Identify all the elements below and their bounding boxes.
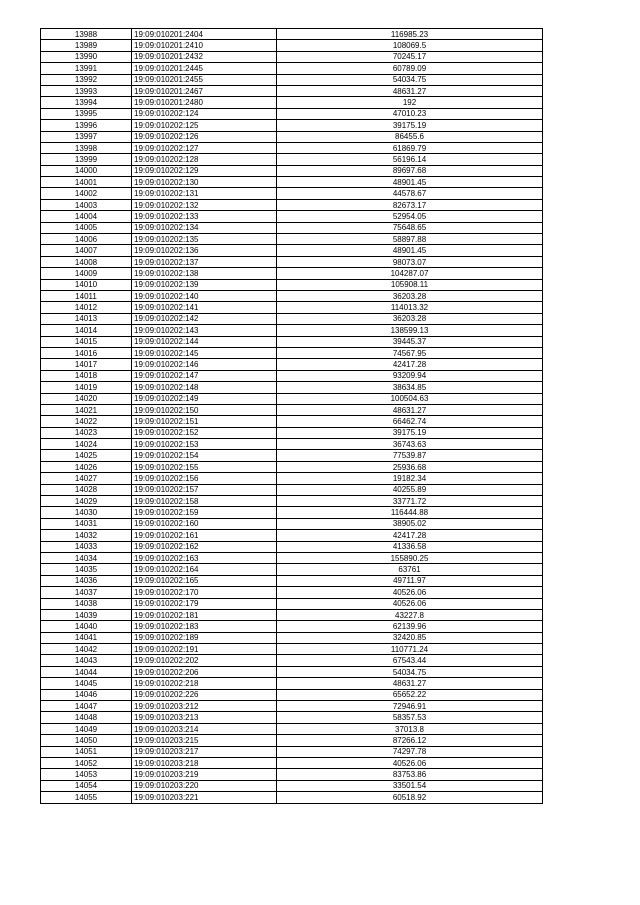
cadastral-number-cell: 19:09:010202:137 xyxy=(132,256,277,267)
table-row xyxy=(41,598,543,609)
cadastral-number-cell: 19:09:010202:131 xyxy=(132,188,277,199)
value-cell: 33771.72 xyxy=(277,496,543,507)
value-cell: 138599.13 xyxy=(277,325,543,336)
data-table xyxy=(40,28,543,804)
value-cell: 75648.65 xyxy=(277,222,543,233)
row-number-cell: 14006 xyxy=(41,234,132,245)
table-row xyxy=(41,461,543,472)
value-cell: 100504.63 xyxy=(277,393,543,404)
row-number-cell: 14051 xyxy=(41,746,132,757)
cadastral-number-cell: 19:09:010202:134 xyxy=(132,222,277,233)
cadastral-number-cell: 19:09:010201:2410 xyxy=(132,40,277,51)
table-row xyxy=(41,450,543,461)
cadastral-number-cell: 19:09:010202:206 xyxy=(132,666,277,677)
table-body xyxy=(41,29,543,804)
table-row xyxy=(41,666,543,677)
row-number-cell: 14055 xyxy=(41,792,132,803)
row-number-cell: 13994 xyxy=(41,97,132,108)
value-cell: 93209.94 xyxy=(277,370,543,381)
cadastral-number-cell: 19:09:010202:164 xyxy=(132,564,277,575)
table-row xyxy=(41,131,543,142)
value-cell: 39445.37 xyxy=(277,336,543,347)
cadastral-number-cell: 19:09:010202:128 xyxy=(132,154,277,165)
row-number-cell: 14030 xyxy=(41,507,132,518)
value-cell: 43227.8 xyxy=(277,609,543,620)
value-cell: 62139.96 xyxy=(277,621,543,632)
table-row xyxy=(41,188,543,199)
table-row xyxy=(41,256,543,267)
value-cell: 114013.32 xyxy=(277,302,543,313)
value-cell: 48901.45 xyxy=(277,177,543,188)
table-row xyxy=(41,609,543,620)
table-row xyxy=(41,507,543,518)
value-cell: 110771.24 xyxy=(277,644,543,655)
table-row xyxy=(41,552,543,563)
row-number-cell: 14033 xyxy=(41,541,132,552)
value-cell: 67543.44 xyxy=(277,655,543,666)
table-row xyxy=(41,142,543,153)
table-row xyxy=(41,473,543,484)
cadastral-number-cell: 19:09:010202:183 xyxy=(132,621,277,632)
value-cell: 116985.23 xyxy=(277,29,543,40)
row-number-cell: 13997 xyxy=(41,131,132,142)
cadastral-number-cell: 19:09:010202:148 xyxy=(132,382,277,393)
table-row xyxy=(41,177,543,188)
cadastral-number-cell: 19:09:010202:140 xyxy=(132,290,277,301)
cadastral-number-cell: 19:09:010202:160 xyxy=(132,518,277,529)
cadastral-number-cell: 19:09:010202:142 xyxy=(132,313,277,324)
table-row xyxy=(41,644,543,655)
row-number-cell: 14013 xyxy=(41,313,132,324)
row-number-cell: 13999 xyxy=(41,154,132,165)
table-row xyxy=(41,313,543,324)
table-row xyxy=(41,40,543,51)
value-cell: 58357.53 xyxy=(277,712,543,723)
table-row xyxy=(41,290,543,301)
table-row xyxy=(41,678,543,689)
cadastral-number-cell: 19:09:010203:219 xyxy=(132,769,277,780)
table-row xyxy=(41,359,543,370)
row-number-cell: 13991 xyxy=(41,63,132,74)
table-row xyxy=(41,302,543,313)
value-cell: 60518.92 xyxy=(277,792,543,803)
cadastral-number-cell: 19:09:010202:181 xyxy=(132,609,277,620)
table-row xyxy=(41,758,543,769)
value-cell: 40526.06 xyxy=(277,758,543,769)
cadastral-number-cell: 19:09:010201:2404 xyxy=(132,29,277,40)
value-cell: 40526.06 xyxy=(277,587,543,598)
table-row xyxy=(41,404,543,415)
cadastral-number-cell: 19:09:010202:202 xyxy=(132,655,277,666)
value-cell: 39175.19 xyxy=(277,120,543,131)
cadastral-number-cell: 19:09:010202:154 xyxy=(132,450,277,461)
row-number-cell: 14053 xyxy=(41,769,132,780)
row-number-cell: 13990 xyxy=(41,51,132,62)
value-cell: 37013.8 xyxy=(277,723,543,734)
cadastral-number-cell: 19:09:010202:157 xyxy=(132,484,277,495)
table-row xyxy=(41,165,543,176)
cadastral-number-cell: 19:09:010202:162 xyxy=(132,541,277,552)
row-number-cell: 14007 xyxy=(41,245,132,256)
value-cell: 48631.27 xyxy=(277,85,543,96)
value-cell: 48631.27 xyxy=(277,404,543,415)
cadastral-number-cell: 19:09:010201:2445 xyxy=(132,63,277,74)
row-number-cell: 14049 xyxy=(41,723,132,734)
row-number-cell: 14000 xyxy=(41,165,132,176)
row-number-cell: 14003 xyxy=(41,199,132,210)
row-number-cell: 14043 xyxy=(41,655,132,666)
value-cell: 58897.88 xyxy=(277,234,543,245)
value-cell: 87266.12 xyxy=(277,735,543,746)
row-number-cell: 14020 xyxy=(41,393,132,404)
row-number-cell: 14022 xyxy=(41,416,132,427)
value-cell: 25936.68 xyxy=(277,461,543,472)
row-number-cell: 13993 xyxy=(41,85,132,96)
table-row xyxy=(41,769,543,780)
row-number-cell: 14037 xyxy=(41,587,132,598)
row-number-cell: 14025 xyxy=(41,450,132,461)
cadastral-number-cell: 19:09:010202:149 xyxy=(132,393,277,404)
value-cell: 63761 xyxy=(277,564,543,575)
value-cell: 70245.17 xyxy=(277,51,543,62)
table-row xyxy=(41,74,543,85)
value-cell: 39175.19 xyxy=(277,427,543,438)
cadastral-number-cell: 19:09:010202:133 xyxy=(132,211,277,222)
cadastral-number-cell: 19:09:010202:179 xyxy=(132,598,277,609)
table-row xyxy=(41,393,543,404)
row-number-cell: 13989 xyxy=(41,40,132,51)
row-number-cell: 14017 xyxy=(41,359,132,370)
table-row xyxy=(41,427,543,438)
row-number-cell: 14040 xyxy=(41,621,132,632)
row-number-cell: 14052 xyxy=(41,758,132,769)
cadastral-number-cell: 19:09:010202:135 xyxy=(132,234,277,245)
table-row xyxy=(41,575,543,586)
table-row xyxy=(41,496,543,507)
table-row xyxy=(41,712,543,723)
value-cell: 54034.75 xyxy=(277,666,543,677)
row-number-cell: 14046 xyxy=(41,689,132,700)
table-row xyxy=(41,701,543,712)
table-row xyxy=(41,347,543,358)
row-number-cell: 14028 xyxy=(41,484,132,495)
cadastral-number-cell: 19:09:010203:213 xyxy=(132,712,277,723)
table-row xyxy=(41,120,543,131)
row-number-cell: 14031 xyxy=(41,518,132,529)
table-row xyxy=(41,587,543,598)
row-number-cell: 14026 xyxy=(41,461,132,472)
table-row xyxy=(41,85,543,96)
row-number-cell: 13998 xyxy=(41,142,132,153)
row-number-cell: 13995 xyxy=(41,108,132,119)
table-row xyxy=(41,621,543,632)
cadastral-number-cell: 19:09:010202:189 xyxy=(132,632,277,643)
value-cell: 38634.85 xyxy=(277,382,543,393)
cadastral-number-cell: 19:09:010202:161 xyxy=(132,530,277,541)
value-cell: 155890.25 xyxy=(277,552,543,563)
cadastral-number-cell: 19:09:010202:150 xyxy=(132,404,277,415)
row-number-cell: 14012 xyxy=(41,302,132,313)
value-cell: 41336.58 xyxy=(277,541,543,552)
value-cell: 42417.28 xyxy=(277,359,543,370)
cadastral-number-cell: 19:09:010202:159 xyxy=(132,507,277,518)
value-cell: 54034.75 xyxy=(277,74,543,85)
cadastral-number-cell: 19:09:010202:155 xyxy=(132,461,277,472)
row-number-cell: 14045 xyxy=(41,678,132,689)
table-row xyxy=(41,530,543,541)
cadastral-number-cell: 19:09:010202:151 xyxy=(132,416,277,427)
value-cell: 72946.91 xyxy=(277,701,543,712)
cadastral-number-cell: 19:09:010201:2455 xyxy=(132,74,277,85)
value-cell: 40255.89 xyxy=(277,484,543,495)
row-number-cell: 14035 xyxy=(41,564,132,575)
value-cell: 108069.5 xyxy=(277,40,543,51)
cadastral-number-cell: 19:09:010203:214 xyxy=(132,723,277,734)
cadastral-number-cell: 19:09:010202:145 xyxy=(132,347,277,358)
row-number-cell: 14048 xyxy=(41,712,132,723)
value-cell: 47010.23 xyxy=(277,108,543,119)
cadastral-number-cell: 19:09:010202:139 xyxy=(132,279,277,290)
value-cell: 89697.68 xyxy=(277,165,543,176)
value-cell: 83753.86 xyxy=(277,769,543,780)
cadastral-number-cell: 19:09:010202:152 xyxy=(132,427,277,438)
cadastral-number-cell: 19:09:010203:212 xyxy=(132,701,277,712)
value-cell: 116444.88 xyxy=(277,507,543,518)
value-cell: 52954.05 xyxy=(277,211,543,222)
table-row xyxy=(41,108,543,119)
cadastral-number-cell: 19:09:010201:2432 xyxy=(132,51,277,62)
row-number-cell: 14023 xyxy=(41,427,132,438)
row-number-cell: 14010 xyxy=(41,279,132,290)
cadastral-number-cell: 19:09:010202:130 xyxy=(132,177,277,188)
cadastral-number-cell: 19:09:010202:226 xyxy=(132,689,277,700)
table-row xyxy=(41,211,543,222)
table-row xyxy=(41,279,543,290)
row-number-cell: 13996 xyxy=(41,120,132,131)
row-number-cell: 14029 xyxy=(41,496,132,507)
cadastral-number-cell: 19:09:010202:170 xyxy=(132,587,277,598)
value-cell: 77539.87 xyxy=(277,450,543,461)
table-row xyxy=(41,382,543,393)
table-row xyxy=(41,199,543,210)
table-row xyxy=(41,746,543,757)
row-number-cell: 14001 xyxy=(41,177,132,188)
row-number-cell: 14039 xyxy=(41,609,132,620)
row-number-cell: 14050 xyxy=(41,735,132,746)
value-cell: 56196.14 xyxy=(277,154,543,165)
value-cell: 36203.28 xyxy=(277,313,543,324)
row-number-cell: 14047 xyxy=(41,701,132,712)
cadastral-number-cell: 19:09:010202:156 xyxy=(132,473,277,484)
row-number-cell: 14036 xyxy=(41,575,132,586)
table-row xyxy=(41,541,543,552)
value-cell: 65652.22 xyxy=(277,689,543,700)
table-row xyxy=(41,370,543,381)
cadastral-number-cell: 19:09:010202:143 xyxy=(132,325,277,336)
cadastral-number-cell: 19:09:010202:125 xyxy=(132,120,277,131)
value-cell: 48631.27 xyxy=(277,678,543,689)
row-number-cell: 14008 xyxy=(41,256,132,267)
value-cell: 36203.28 xyxy=(277,290,543,301)
value-cell: 74567.95 xyxy=(277,347,543,358)
value-cell: 48901.45 xyxy=(277,245,543,256)
row-number-cell: 14034 xyxy=(41,552,132,563)
cadastral-number-cell: 19:09:010201:2467 xyxy=(132,85,277,96)
value-cell: 60789.09 xyxy=(277,63,543,74)
cadastral-number-cell: 19:09:010202:129 xyxy=(132,165,277,176)
cadastral-number-cell: 19:09:010203:221 xyxy=(132,792,277,803)
table-row xyxy=(41,792,543,803)
row-number-cell: 13988 xyxy=(41,29,132,40)
table-row xyxy=(41,222,543,233)
table-row xyxy=(41,325,543,336)
table-row xyxy=(41,723,543,734)
table-row xyxy=(41,416,543,427)
value-cell: 74297.78 xyxy=(277,746,543,757)
table-row xyxy=(41,51,543,62)
value-cell: 32420.85 xyxy=(277,632,543,643)
cadastral-number-cell: 19:09:010202:191 xyxy=(132,644,277,655)
value-cell: 98073.07 xyxy=(277,256,543,267)
table-row xyxy=(41,780,543,791)
table-row xyxy=(41,268,543,279)
value-cell: 86455.6 xyxy=(277,131,543,142)
table-row xyxy=(41,245,543,256)
cadastral-number-cell: 19:09:010203:218 xyxy=(132,758,277,769)
row-number-cell: 14005 xyxy=(41,222,132,233)
value-cell: 49711.97 xyxy=(277,575,543,586)
value-cell: 19182.34 xyxy=(277,473,543,484)
cadastral-number-cell: 19:09:010202:124 xyxy=(132,108,277,119)
cadastral-number-cell: 19:09:010203:217 xyxy=(132,746,277,757)
value-cell: 38905.02 xyxy=(277,518,543,529)
table-row xyxy=(41,439,543,450)
value-cell: 44578.67 xyxy=(277,188,543,199)
value-cell: 36743.63 xyxy=(277,439,543,450)
row-number-cell: 14014 xyxy=(41,325,132,336)
cadastral-number-cell: 19:09:010203:220 xyxy=(132,780,277,791)
table-row xyxy=(41,336,543,347)
cadastral-number-cell: 19:09:010202:144 xyxy=(132,336,277,347)
row-number-cell: 14027 xyxy=(41,473,132,484)
row-number-cell: 14016 xyxy=(41,347,132,358)
value-cell: 82673.17 xyxy=(277,199,543,210)
cadastral-number-cell: 19:09:010202:147 xyxy=(132,370,277,381)
table-row xyxy=(41,63,543,74)
value-cell: 104287.07 xyxy=(277,268,543,279)
cadastral-number-cell: 19:09:010202:132 xyxy=(132,199,277,210)
row-number-cell: 14024 xyxy=(41,439,132,450)
cadastral-number-cell: 19:09:010203:215 xyxy=(132,735,277,746)
row-number-cell: 14018 xyxy=(41,370,132,381)
value-cell: 66462.74 xyxy=(277,416,543,427)
value-cell: 40526.06 xyxy=(277,598,543,609)
row-number-cell: 14054 xyxy=(41,780,132,791)
row-number-cell: 14042 xyxy=(41,644,132,655)
row-number-cell: 14015 xyxy=(41,336,132,347)
row-number-cell: 14044 xyxy=(41,666,132,677)
row-number-cell: 14009 xyxy=(41,268,132,279)
table-row xyxy=(41,29,543,40)
row-number-cell: 14041 xyxy=(41,632,132,643)
row-number-cell: 14002 xyxy=(41,188,132,199)
table-row xyxy=(41,97,543,108)
row-number-cell: 14019 xyxy=(41,382,132,393)
table-row xyxy=(41,655,543,666)
cadastral-number-cell: 19:09:010202:126 xyxy=(132,131,277,142)
table-row xyxy=(41,632,543,643)
cadastral-number-cell: 19:09:010202:153 xyxy=(132,439,277,450)
cadastral-number-cell: 19:09:010202:146 xyxy=(132,359,277,370)
cadastral-number-cell: 19:09:010202:136 xyxy=(132,245,277,256)
value-cell: 105908.11 xyxy=(277,279,543,290)
row-number-cell: 14004 xyxy=(41,211,132,222)
table-row xyxy=(41,518,543,529)
row-number-cell: 14038 xyxy=(41,598,132,609)
row-number-cell: 14032 xyxy=(41,530,132,541)
value-cell: 42417.28 xyxy=(277,530,543,541)
cadastral-number-cell: 19:09:010201:2480 xyxy=(132,97,277,108)
table-row xyxy=(41,154,543,165)
value-cell: 33501.54 xyxy=(277,780,543,791)
cadastral-number-cell: 19:09:010202:127 xyxy=(132,142,277,153)
cadastral-number-cell: 19:09:010202:158 xyxy=(132,496,277,507)
table-row xyxy=(41,234,543,245)
table-row xyxy=(41,735,543,746)
cadastral-number-cell: 19:09:010202:165 xyxy=(132,575,277,586)
cadastral-number-cell: 19:09:010202:163 xyxy=(132,552,277,563)
row-number-cell: 13992 xyxy=(41,74,132,85)
cadastral-number-cell: 19:09:010202:218 xyxy=(132,678,277,689)
row-number-cell: 14021 xyxy=(41,404,132,415)
table-row xyxy=(41,689,543,700)
cadastral-number-cell: 19:09:010202:141 xyxy=(132,302,277,313)
table-row xyxy=(41,564,543,575)
value-cell: 61869.79 xyxy=(277,142,543,153)
cadastral-number-cell: 19:09:010202:138 xyxy=(132,268,277,279)
table-row xyxy=(41,484,543,495)
row-number-cell: 14011 xyxy=(41,290,132,301)
value-cell: 192 xyxy=(277,97,543,108)
